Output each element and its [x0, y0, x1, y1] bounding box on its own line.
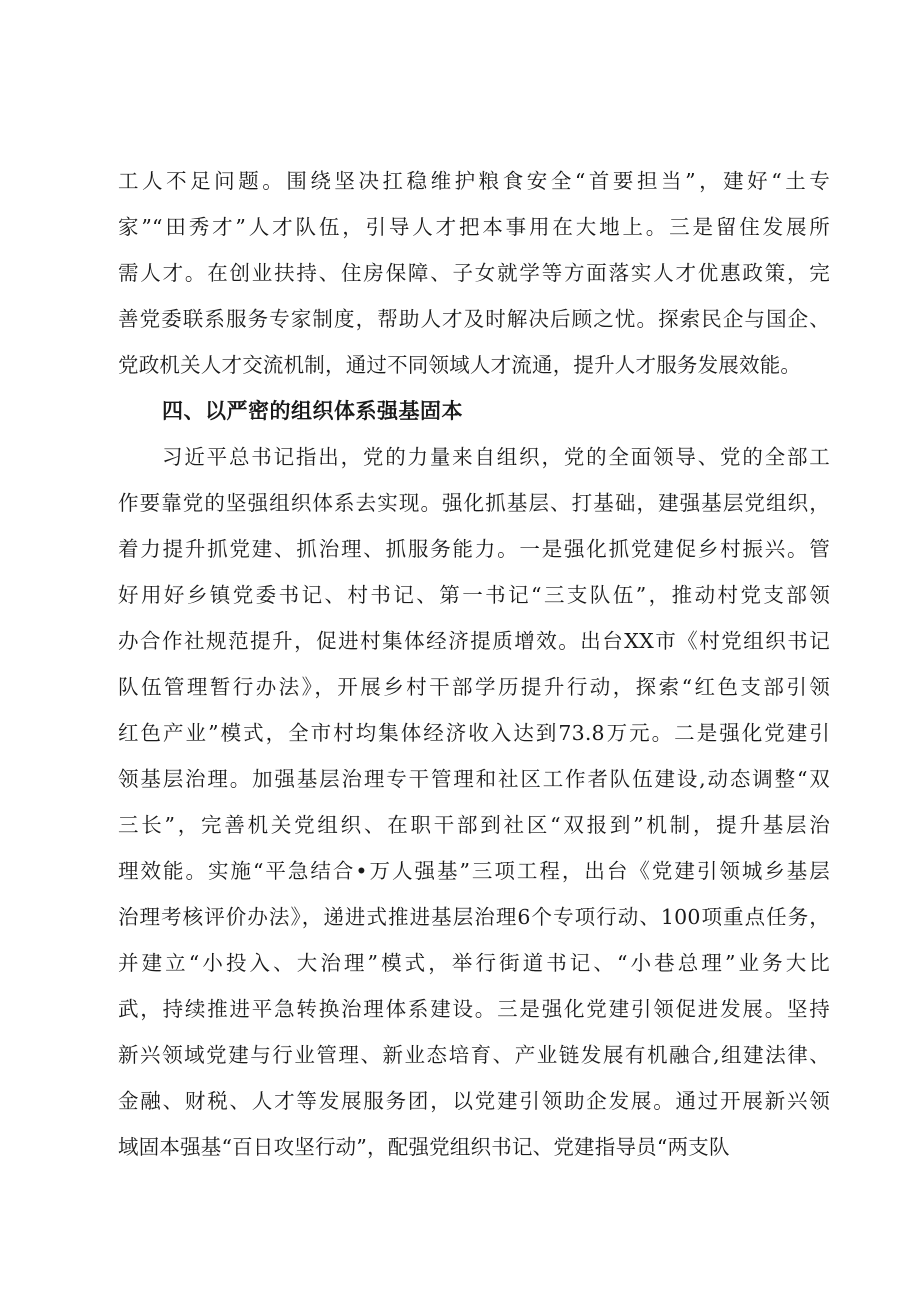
paragraph-line: 武，持续推进平急转换治理体系建设。三是强化党建引领促进发展。坚持 [118, 997, 830, 1021]
paragraph-line: 家”“田秀才”人才队伍，引导人才把本事用在大地上。三是留住发展所 [118, 215, 830, 239]
section-heading: 四、以严密的组织体系强基固本 [162, 399, 463, 423]
paragraph-line: 善党委联系服务专家制度，帮助人才及时解决后顾之忧。探索民企与国企、 [118, 307, 830, 331]
paragraph-line: 党政机关人才交流机制，通过不同领域人才流通，提升人才服务发展效能。 [118, 353, 802, 377]
paragraph-line: 三长”，完善机关党组织、在职干部到社区“双报到”机制，提升基层治 [118, 813, 830, 837]
paragraph-line: 办合作社规范提升，促进村集体经济提质增效。出台XX市《村党组织书记 [118, 629, 830, 653]
paragraph-line: 习近平总书记指出，党的力量来自组织，党的全面领导、党的全部工 [162, 445, 830, 469]
paragraph-line: 领基层治理。加强基层治理专干管理和社区工作者队伍建设,动态调整“双 [118, 767, 830, 791]
paragraph-line: 治理考核评价办法》，递进式推进基层治理6个专项行动、100项重点任务， [118, 905, 830, 929]
paragraph-line: 作要靠党的坚强组织体系去实现。强化抓基层、打基础，建强基层党组织， [118, 491, 830, 515]
document-body [118, 158, 830, 1170]
paragraph-line: 着力提升抓党建、抓治理、抓服务能力。一是强化抓党建促乡村振兴。管 [118, 537, 830, 561]
paragraph-line: 工人不足问题。围绕坚决扛稳维护粮食安全“首要担当”，建好“土专 [118, 169, 830, 193]
paragraph-line: 红色产业”模式，全市村均集体经济收入达到73.8万元。二是强化党建引 [118, 721, 830, 745]
paragraph-line: 新兴领域党建与行业管理、新业态培育、产业链发展有机融合,组建法律、 [118, 1043, 830, 1067]
paragraph-line: 需人才。在创业扶持、住房保障、子女就学等方面落实人才优惠政策，完 [118, 261, 830, 285]
paragraph-line: 金融、财税、人才等发展服务团，以党建引领助企发展。通过开展新兴领 [118, 1089, 830, 1113]
paragraph-line: 理效能。实施“平急结合•万人强基”三项工程，出台《党建引领城乡基层 [118, 859, 830, 883]
paragraph-line: 域固本强基“百日攻坚行动”，配强党组织书记、党建指导员“两支队 [118, 1135, 730, 1159]
paragraph-line: 队伍管理暂行办法》，开展乡村干部学历提升行动，探索“红色支部引领 [118, 675, 830, 699]
paragraph-line: 并建立“小投入、大治理”模式，举行街道书记、“小巷总理”业务大比 [118, 951, 830, 975]
paragraph-line: 好用好乡镇党委书记、村书记、第一书记“三支队伍”，推动村党支部领 [118, 583, 830, 607]
